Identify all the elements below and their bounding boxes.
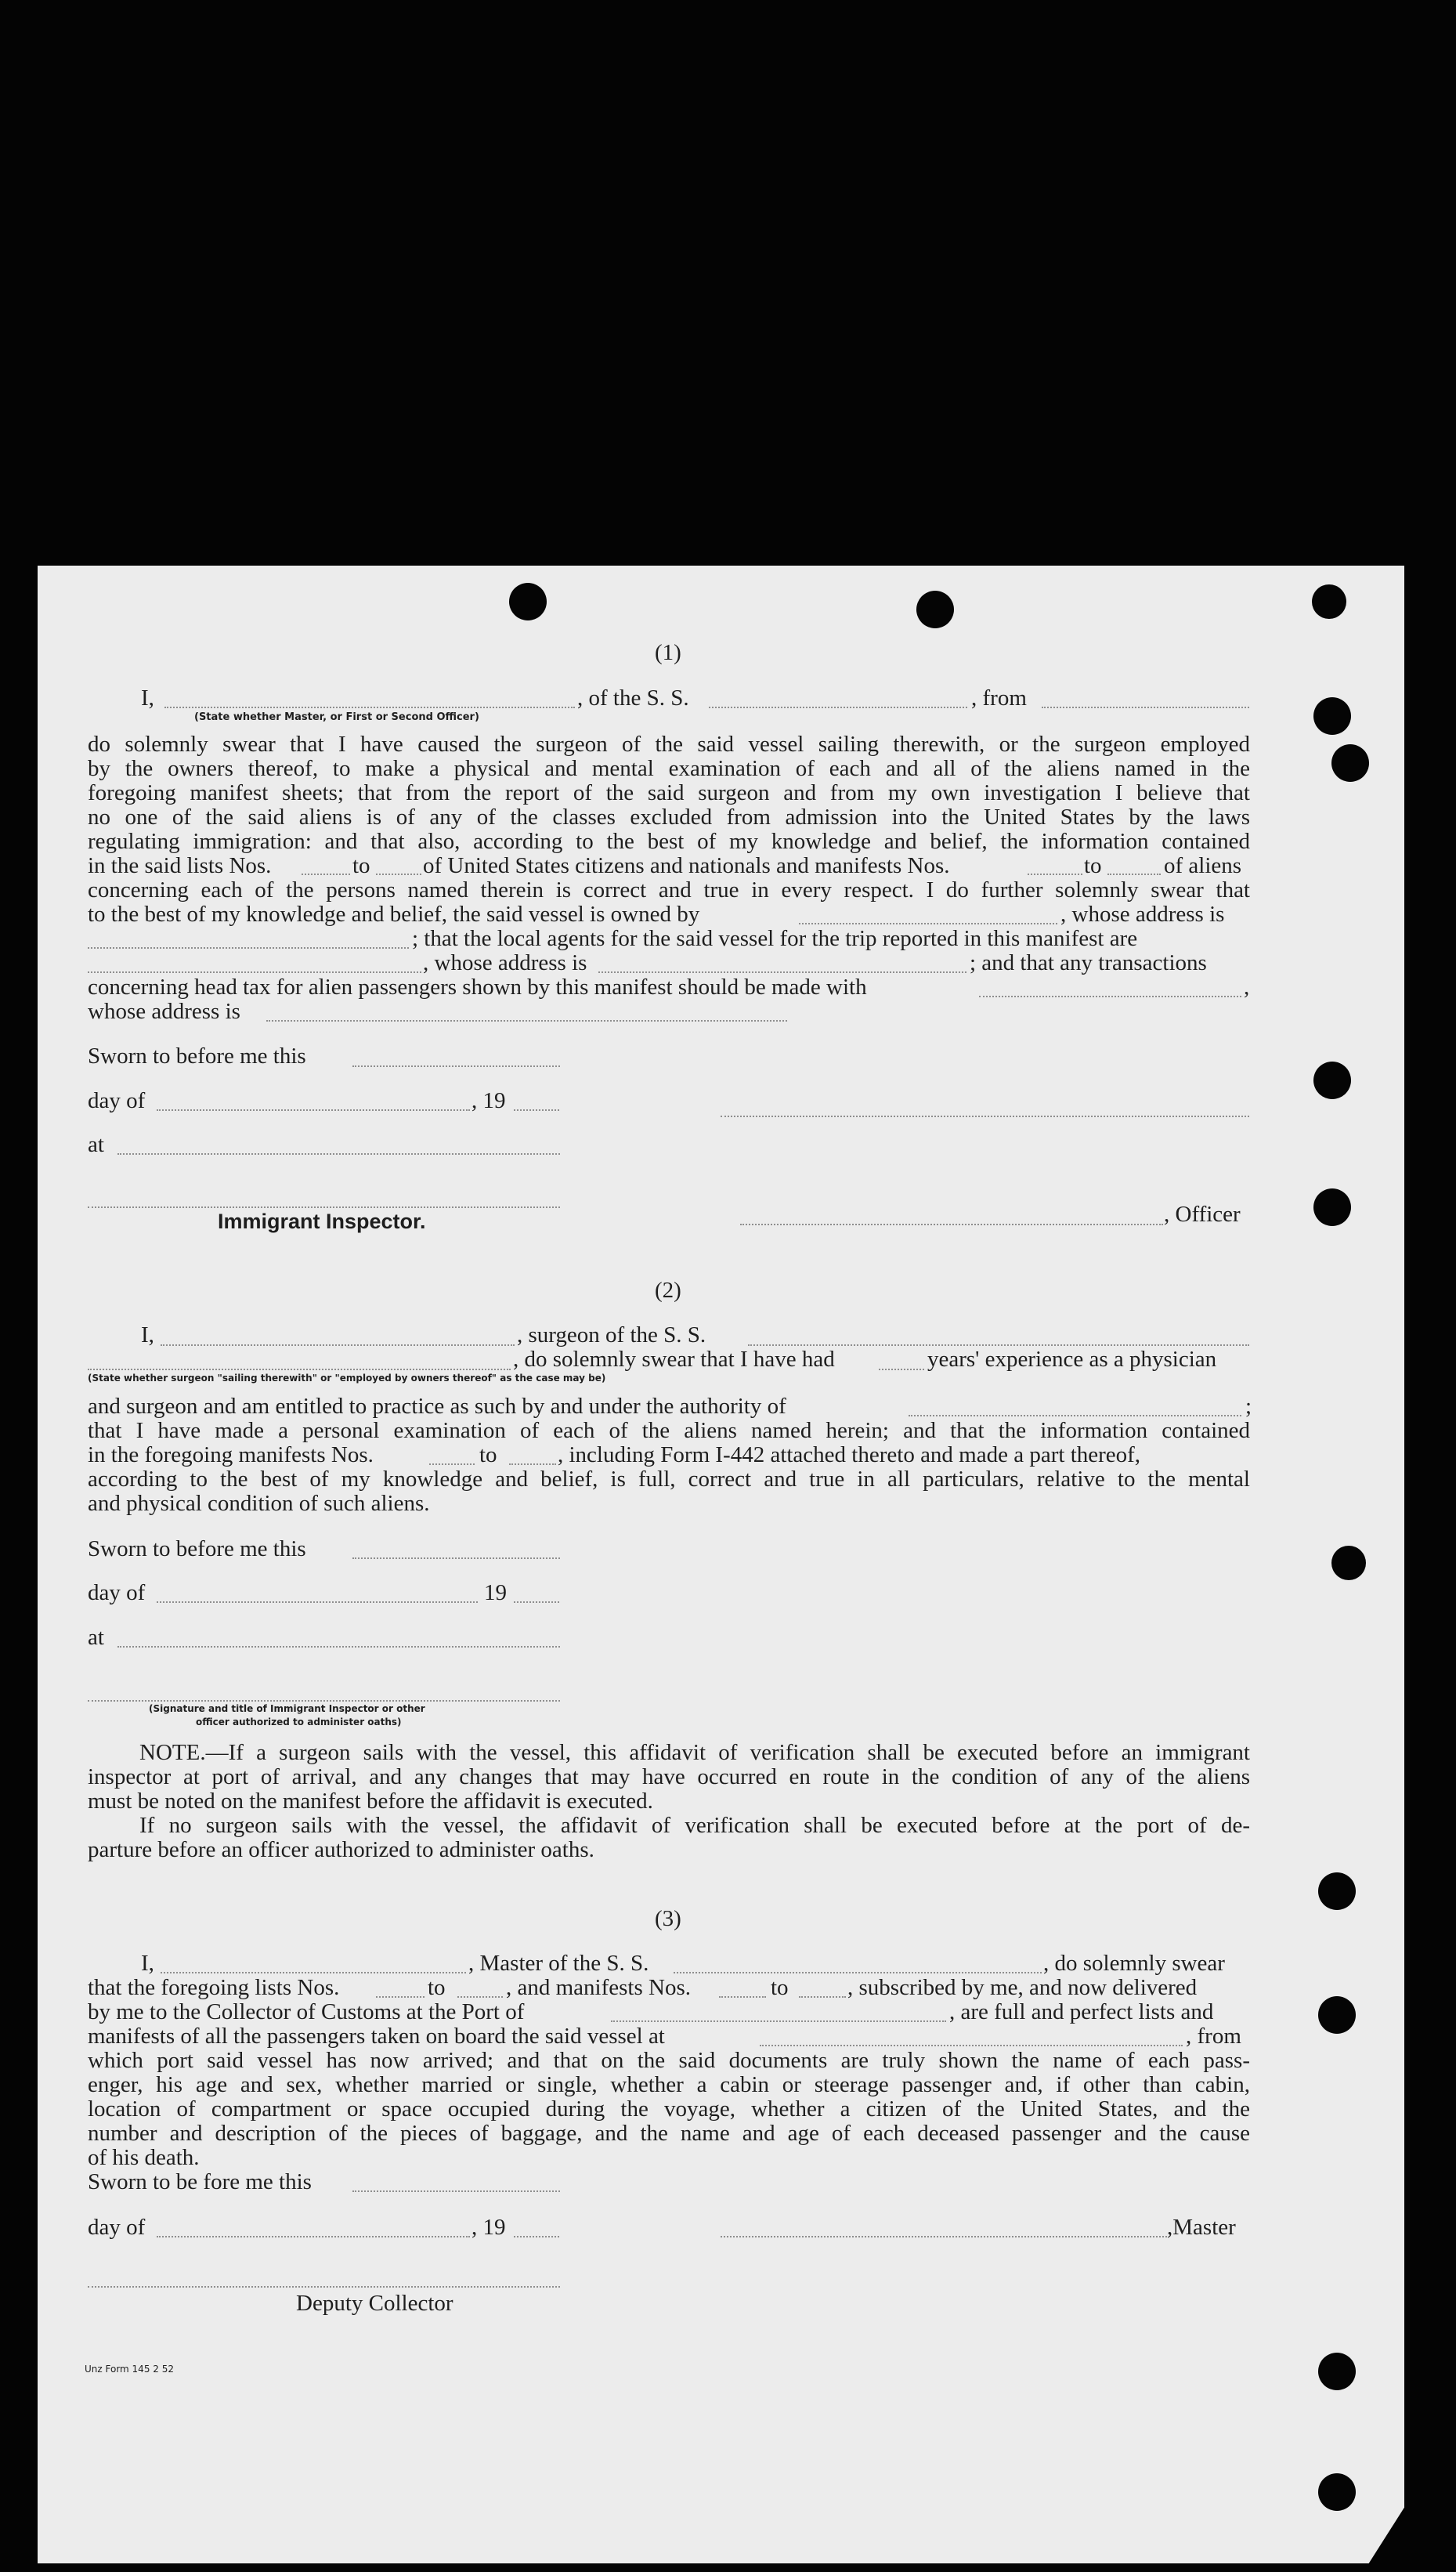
s1-inspector-signature-line[interactable] [88,1206,560,1208]
s1-at-label: at [88,1132,104,1157]
s1-line: foregoing manifest sheets; that from the report of the said surgeon and from my own investigation I believe that [88,780,1250,805]
s1-caption: (State whether Master, or First or Second Officer) [194,711,479,723]
s3-master-sig-label: ,Master [1167,2215,1236,2240]
s1-manifest-to-blank[interactable] [1107,874,1161,875]
s1-year-blank[interactable] [514,1109,559,1111]
s2-line: that I have made a personal examination of each of the aliens named herein; and that the information contained [88,1418,1250,1443]
s2-note [88,1741,1250,1862]
punch-hole [1312,584,1346,619]
s2-year-label: 19 [484,1580,507,1605]
s1-of-ss-label: , of the S. S. [577,686,689,711]
s1-day-of-label: day of [88,1088,146,1113]
s1-officer-line[interactable] [740,1224,1163,1225]
s3-lists-to-blank[interactable] [457,1996,503,1998]
s3-delivered-text: , subscribed by me, and now delivered [847,1975,1198,2000]
s1-to-1: to [352,853,370,878]
punch-hole [1313,697,1351,735]
s1-to-2: to [1084,853,1102,878]
s1-lists-from-blank[interactable] [302,874,350,875]
s1-paragraph [88,733,1250,854]
s2-at-blank[interactable] [117,1646,560,1648]
s3-from-label: , from [1186,2024,1241,2049]
s2-at-label: at [88,1625,104,1650]
s2-swear-text: , do solemnly swear that I have had [513,1347,835,1372]
punch-hole [1331,744,1369,782]
punch-hole [1318,2473,1356,2511]
punch-hole [1318,1996,1356,2034]
s1-sworn-label: Sworn to before me this [88,1044,306,1069]
s3-line: which port said vessel has now arrived; and that on the said documents are truly shown the name of each pass- [88,2048,1250,2073]
s2-sworn-label: Sworn to before me this [88,1536,306,1561]
punch-hole [1331,1546,1366,1580]
punch-hole [1313,1062,1351,1099]
s1-agents-text: ; that the local agents for the said vessel for the trip reported in this manifest are [412,926,1138,951]
s2-note-line: parture before an officer authorized to administer oaths. [88,1837,594,1862]
s2-sig-caption-1: (Signature and title of Immigrant Inspector or other [149,1703,425,1714]
s3-collector-text: by me to the Collector of Customs at the Port of [88,1999,525,2024]
s2-manifests-text: in the foregoing manifests Nos. [88,1442,374,1467]
s1-line: no one of the said aliens is of any of the classes excluded from admission into the United States by the laws [88,805,1250,830]
section-1-number: (1) [655,640,681,665]
s1-agents-address-blank[interactable] [598,971,966,973]
s1-line: do solemnly swear that I have caused the surgeon of the said vessel sailing therewith, or the surgeon employed [88,732,1250,757]
s2-sig-caption-2: officer authorized to administer oaths) [196,1716,402,1727]
s3-i-label: I, [141,1951,154,1976]
s1-whose-address-2: whose address is [88,999,240,1024]
s1-transactions-text: ; and that any transactions [970,950,1207,975]
s2-authority-end: ; [1245,1394,1252,1419]
s1-line: concerning each of the persons named therein is correct and true in every respect. I do further solemnly swear that [88,877,1250,903]
s2-caption: (State whether surgeon "sailing therewith" or "employed by owners thereof" as the case may be) [88,1373,606,1384]
s1-from-label: , from [971,686,1027,711]
s3-perfect-lists-text: , are full and perfect lists and [949,1999,1214,2024]
s1-from-blank[interactable] [1042,707,1249,708]
s3-manifests-to-blank[interactable] [799,1996,846,1998]
s1-concerning [88,878,1250,903]
s3-master-name-blank[interactable] [161,1972,466,1973]
s1-manifest-from-blank[interactable] [1028,874,1082,875]
s1-citizens-text: of United States citizens and nationals and manifests Nos. [423,853,950,878]
s2-authority-text: and surgeon and am entitled to practice as such by and under the authority of [88,1394,786,1419]
s3-master-signature-line[interactable] [721,2236,1167,2237]
s2-note-line: If no surgeon sails with the vessel, the affidavit of verification shall be executed before at the port of de- [139,1813,1250,1838]
s3-line: enger, his age and sex, whether married or single, whether a cabin or steerage passenger and, if other than cabin, [88,2072,1250,2097]
s3-to-2: to [771,1975,789,2000]
section-3-number: (3) [655,1906,681,1931]
s3-port-blank[interactable] [611,2020,946,2022]
s3-manifests-from-blank[interactable] [719,1996,766,1998]
s2-line: and physical condition of such aliens. [88,1491,430,1516]
s3-year-label: , 19 [471,2215,506,2240]
s3-lists-text: that the foregoing lists Nos. [88,1975,340,2000]
s2-year-blank[interactable] [514,1601,559,1603]
s3-sworn-blank[interactable] [352,2190,560,2192]
s2-day-blank[interactable] [157,1601,478,1603]
s2-note-line: inspector at port of arrival, and any changes that may have occurred en route in the condition of any of the aliens [88,1764,1250,1789]
s1-head-tax-blank[interactable] [979,996,1241,997]
s2-surgeon-label: , surgeon of the S. S. [517,1322,706,1347]
s3-manifests-text: , and manifests Nos. [506,1975,691,2000]
s2-note-line: must be noted on the manifest before the affidavit is executed. [88,1789,653,1814]
s1-owner-blank[interactable] [799,923,1057,924]
s1-lists-to-blank[interactable] [376,874,421,875]
s2-authority-blank[interactable] [909,1415,1241,1416]
s1-line: by the owners thereof, to make a physical and mental examination of each and all of the aliens named in the [88,756,1250,781]
punch-hole [916,591,954,628]
s2-manifest-from-blank[interactable] [429,1463,475,1465]
s3-day-blank[interactable] [157,2236,470,2237]
punch-hole [1313,1188,1351,1226]
s1-owner-address-label: , whose address is [1060,902,1225,927]
s2-manifest-to-blank[interactable] [509,1463,556,1465]
s2-years-text: years' experience as a physician [927,1347,1217,1372]
s3-paragraph [88,2049,1250,2170]
s3-boarded-text: manifests of all the passengers taken on board the said vessel at [88,2024,665,2049]
s2-line: according to the best of my knowledge and belief, is full, correct and true in all particulars, relative to the mental [88,1467,1250,1492]
s1-year-label: , 19 [471,1088,506,1113]
s3-master-label: , Master of the S. S. [468,1951,649,1976]
s3-lists-from-blank[interactable] [376,1996,425,1998]
s3-line: of his death. [88,2145,200,2170]
s1-officer-label: , Officer [1164,1202,1241,1227]
s2-lines-6-7 [88,1467,1250,1516]
s2-surgeon-name-blank[interactable] [161,1344,515,1346]
s3-boarded-port-blank[interactable] [760,2045,1183,2046]
s3-swear-label: , do solemnly swear [1043,1951,1225,1976]
s1-signature-line[interactable] [721,1116,1249,1117]
form-number-footer: Unz Form 145 2 52 [85,2364,174,2375]
section-2-number: (2) [655,1278,681,1303]
s1-head-tax-address-blank[interactable] [266,1020,787,1022]
s3-collector-signature-line[interactable] [88,2286,560,2288]
s2-years-blank[interactable] [879,1369,924,1370]
s1-agents-blank[interactable] [88,971,421,973]
s1-owner-address-blank[interactable] [88,947,409,949]
s3-to-1: to [428,1975,446,2000]
s2-to: to [479,1442,497,1467]
s1-sworn-blank[interactable] [352,1065,560,1067]
s1-inspector-label: Immigrant Inspector. [218,1210,426,1233]
s2-vessel-blank[interactable] [748,1344,1249,1346]
s1-head-tax-text: concerning head tax for alien passengers shown by this manifest should be made with [88,975,867,1000]
s2-signature-line[interactable] [88,1700,560,1702]
s1-day-blank[interactable] [157,1109,470,1111]
s2-note-line: NOTE.—If a surgeon sails with the vessel, this affidavit of verification shall be executed before an immigrant [139,1740,1250,1765]
s2-capacity-blank[interactable] [88,1369,511,1370]
s3-line: location of compartment or space occupied during the voyage, whether a citizen of the United States, and the [88,2096,1250,2122]
punch-hole [509,583,547,620]
s1-head-tax-comma: , [1244,975,1250,1000]
s1-at-blank[interactable] [117,1153,560,1155]
s1-i-label: I, [141,686,154,711]
s2-line-4 [88,1419,1250,1443]
s2-i-label: I, [141,1322,154,1347]
s1-line: regulating immigration: and that also, according to the best of my knowledge and belief, the information contained [88,829,1250,854]
s3-day-of-label: day of [88,2215,146,2240]
s2-day-of-label: day of [88,1580,146,1605]
s3-deputy-label: Deputy Collector [296,2291,453,2316]
s3-sworn-label: Sworn to be fore me this [88,2169,312,2194]
punch-hole [1318,1872,1356,1910]
s2-form-text: , including Form I-442 attached thereto and made a part thereof, [558,1442,1141,1467]
s3-line: number and description of the pieces of baggage, and the name and age of each deceased passenger and the cause [88,2121,1250,2146]
s1-owned-text: to the best of my knowledge and belief, the said vessel is owned by [88,902,700,927]
s2-sworn-blank[interactable] [352,1557,560,1559]
s1-agents-address-label: , whose address is [423,950,587,975]
s3-year-blank[interactable] [514,2236,559,2237]
s1-vessel-blank[interactable] [709,707,967,708]
s3-vessel-blank[interactable] [674,1972,1042,1973]
s1-lists-nos: in the said lists Nos. [88,853,272,878]
s1-officer-name-blank[interactable] [164,707,575,708]
punch-hole [1318,2353,1356,2390]
s1-aliens-text: of aliens [1164,853,1242,878]
